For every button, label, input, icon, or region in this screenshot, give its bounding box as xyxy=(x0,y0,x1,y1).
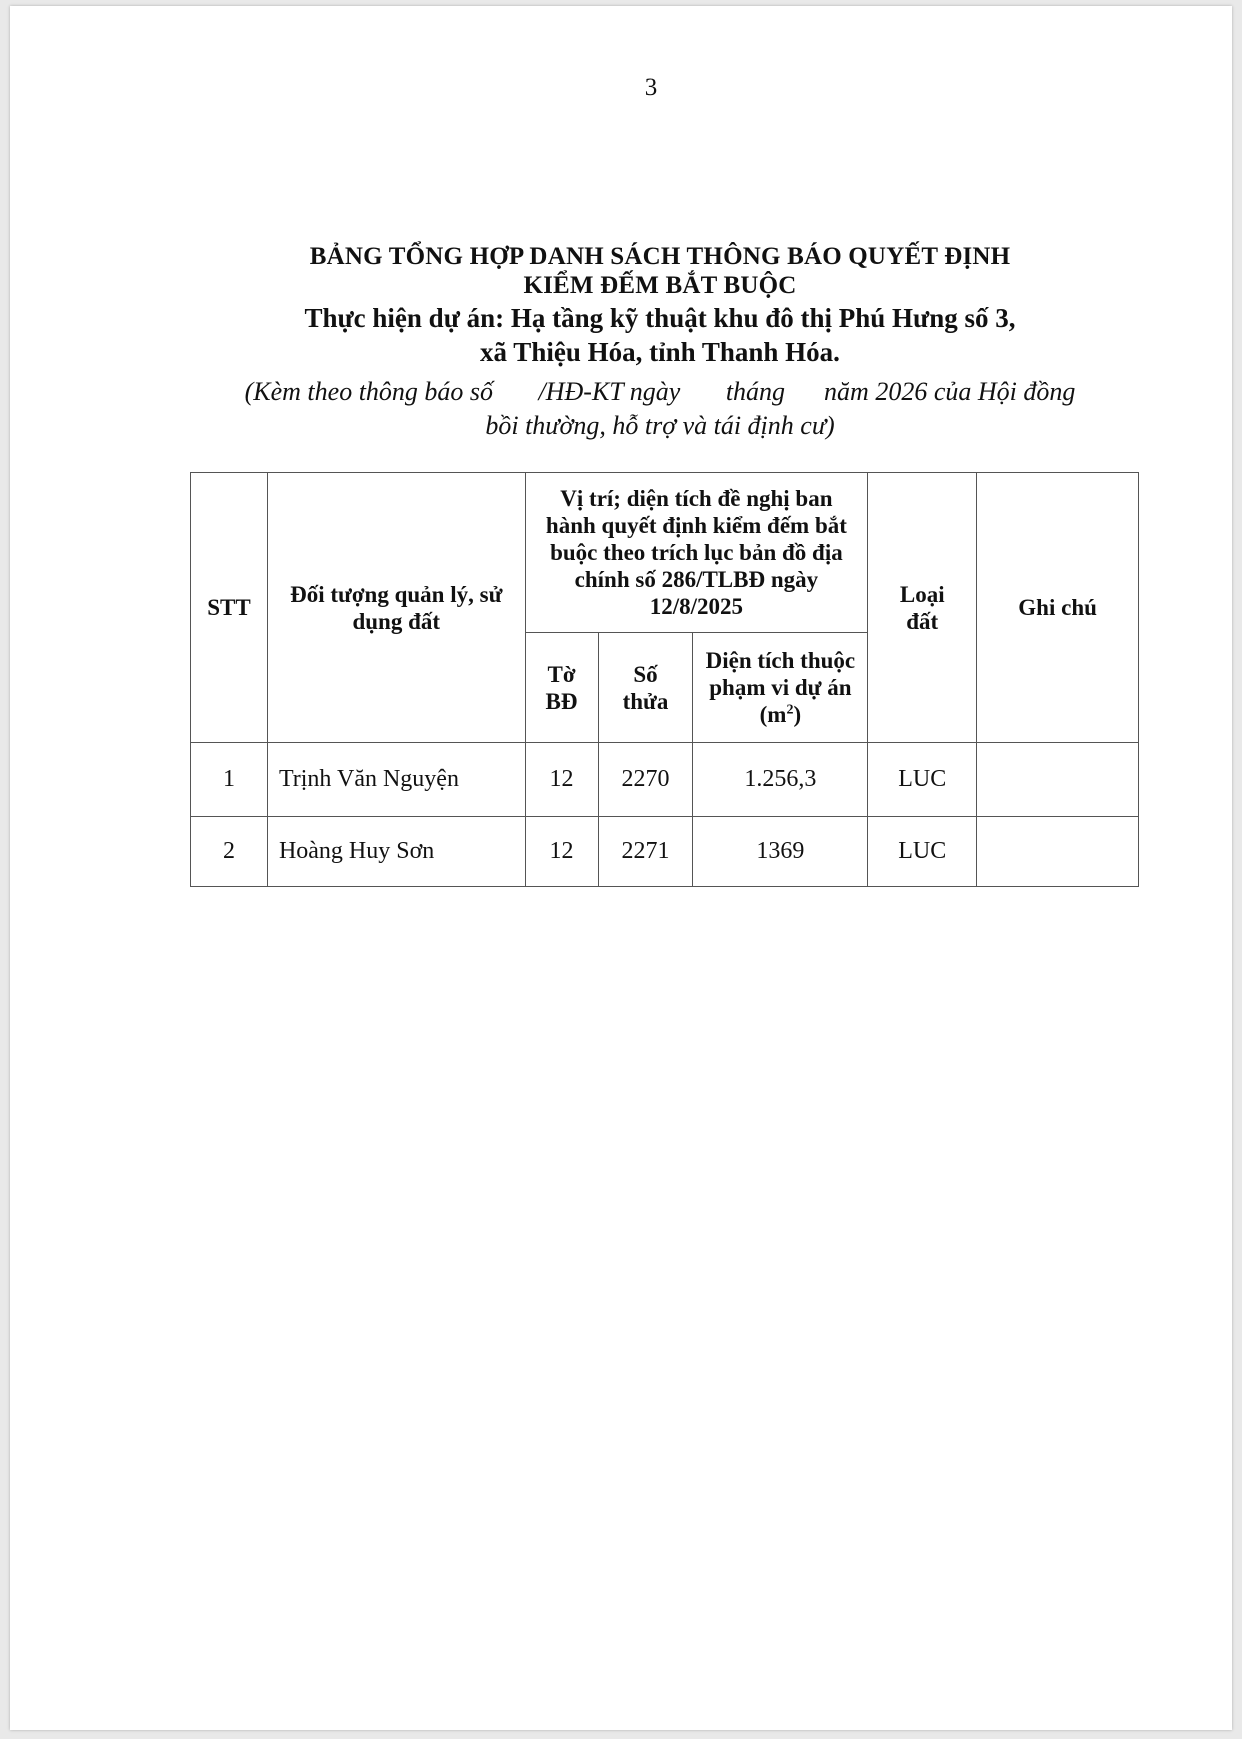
cell-notes xyxy=(977,743,1139,817)
table-row xyxy=(191,817,1139,887)
header-map-sheet: Tờ BĐ xyxy=(525,633,598,743)
attachment-note-line-2: bồi thường, hỗ trợ và tái định cư) xyxy=(485,411,835,440)
header-land-type: Loại đất xyxy=(868,473,977,743)
header-location-group: Vị trí; diện tích đề nghị ban hành quyết định kiểm đếm bắt buộc theo trích lục bản đồ địa chính số 286/TLBĐ ngày 12/8/2025 xyxy=(525,473,868,633)
cell-area: 1369 xyxy=(693,817,868,887)
cell-area: 1.256,3 xyxy=(693,743,868,817)
compulsory-inventory-table xyxy=(190,472,1139,887)
cell-map-sheet: 12 xyxy=(525,743,598,817)
cell-notes xyxy=(977,817,1139,887)
header-area xyxy=(693,633,868,743)
document-title-line-2: KIỂM ĐẾM BẮT BUỘC xyxy=(523,272,797,299)
attachment-note-line-1: (Kèm theo thông báo số /HĐ-KT ngày tháng năm 2026 của Hội đồng xyxy=(244,377,1076,406)
cell-stt: 1 xyxy=(191,743,268,817)
document-page xyxy=(10,6,1232,1730)
page-number: 3 xyxy=(644,74,658,101)
cell-land-type: LUC xyxy=(868,817,977,887)
header-notes: Ghi chú xyxy=(977,473,1139,743)
project-title-line-1: Thực hiện dự án: Hạ tầng kỹ thuật khu đô thị Phú Hưng số 3, xyxy=(304,303,1016,333)
cell-map-sheet: 12 xyxy=(525,817,598,887)
header-area-unit-superscript: 2 xyxy=(786,702,794,718)
cell-owner: Hoàng Huy Sơn xyxy=(267,817,525,887)
document-title-line-1: BẢNG TỔNG HỢP DANH SÁCH THÔNG BÁO QUYẾT ĐỊNH xyxy=(309,243,1011,270)
cell-stt: 2 xyxy=(191,817,268,887)
table-header-row xyxy=(191,473,1139,633)
header-owner: Đối tượng quản lý, sử dụng đất xyxy=(267,473,525,743)
cell-owner: Trịnh Văn Nguyện xyxy=(267,743,525,817)
header-parcel-no: Số thửa xyxy=(598,633,693,743)
header-area-close: ) xyxy=(793,702,802,727)
cell-parcel-no: 2271 xyxy=(598,817,693,887)
cell-parcel-no: 2270 xyxy=(598,743,693,817)
header-stt: STT xyxy=(191,473,268,743)
title-block xyxy=(160,242,1160,443)
cell-land-type: LUC xyxy=(868,743,977,817)
header-area-label: Diện tích thuộc phạm vi dự án (m xyxy=(705,648,856,727)
project-title-line-2: xã Thiệu Hóa, tỉnh Thanh Hóa. xyxy=(480,337,840,367)
table-row xyxy=(191,743,1139,817)
